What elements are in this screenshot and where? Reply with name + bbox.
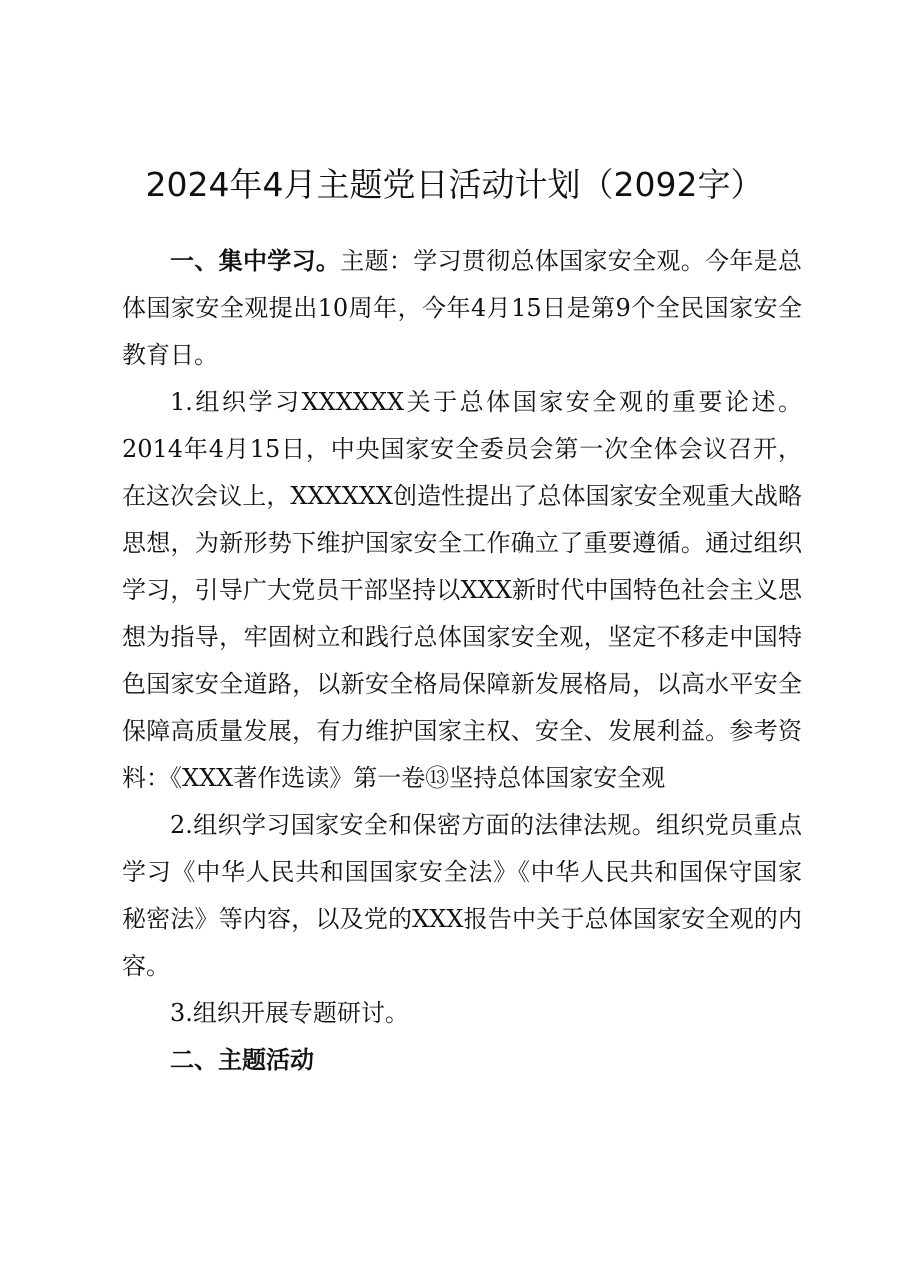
- document-body: [122, 238, 802, 1084]
- section-2-heading: 二、主题活动: [170, 1046, 314, 1074]
- section-1-heading: 一、集中学习。: [170, 247, 341, 275]
- section-1-text: 主题：学习贯彻总体国家安全观。今年是总体国家安全观提出10周年，今年4月15日是第9个全民国家安全教育日。: [122, 247, 803, 369]
- item-2-paragraph: 2.组织学习国家安全和保密方面的法律法规。组织党员重点学习《中华人民共和国国家安全法》《中华人民共和国保守国家秘密法》等内容，以及党的XXX报告中关于总体国家安全观的内容。: [122, 811, 802, 980]
- section-1-paragraph: [122, 238, 802, 379]
- item-1-paragraph: 1.组织学习XXXXXX关于总体国家安全观的重要论述。2014年4月15日，中央国家安全委员会第一次全体会议召开，在这次会议上，XXXXXX创造性提出了总体国家安全观重大战略思想，为新形势下维护国家安全工作确立了重要遵循。通过组织学习，引导广大党员干部坚持以XXX新时代中国特色社会主义思想为指导，牢固树立和践行总体国家安全观，坚定不移走中国特色国家安全道路，以新安全格局保障新发展格局，以高水平安全保障高质量发展，有力维护国家主权、安全、发展利益。参考资料：《XXX著作选读》第一卷⑬坚持总体国家安全观: [122, 388, 802, 792]
- document-title: 2024年4月主题党日活动计划（2092字）: [145, 165, 764, 204]
- item-3-paragraph: 3.组织开展专题研讨。: [170, 999, 409, 1027]
